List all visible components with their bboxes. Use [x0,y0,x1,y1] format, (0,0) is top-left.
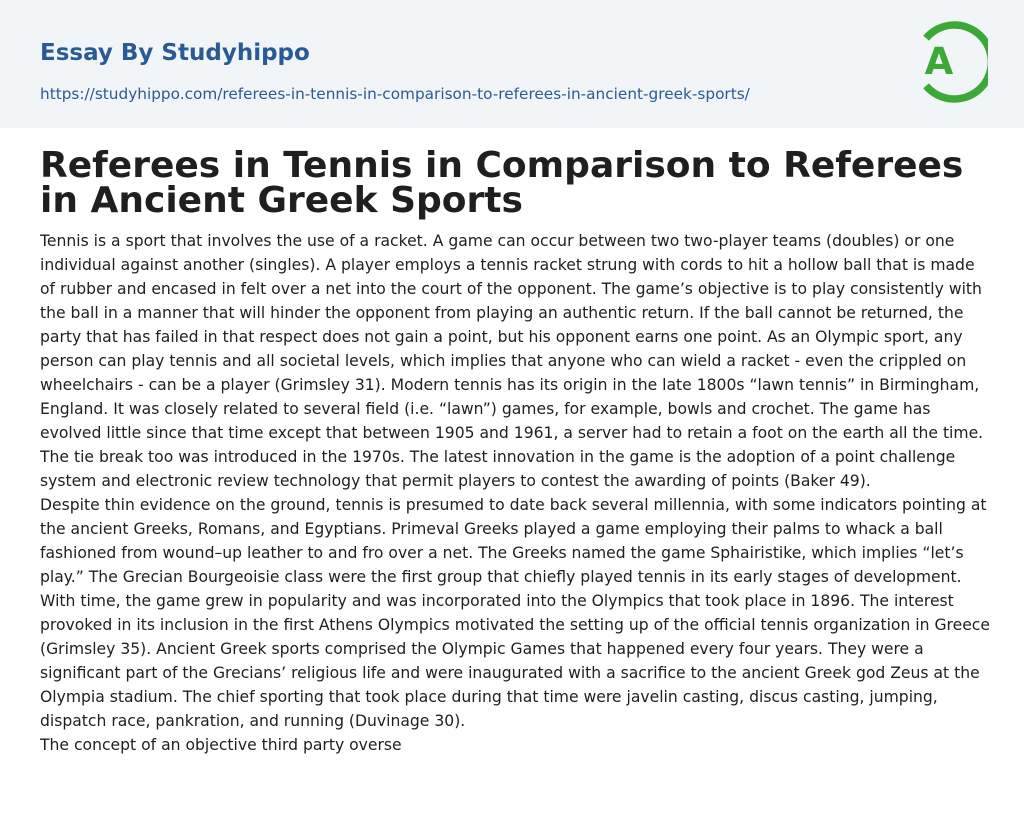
article-paragraph: Despite thin evidence on the ground, tennis is presumed to date back several millennia, with some indicators pointing at the ancient Greeks, Romans, and Egyptians. Primeval Greeks played a game employing their palms to whack a ball fashioned from wound–up leather to and fro over a net. The Greeks named the game Sphairistike, which implies “let’s play.” The Grecian Bourgeoisie class were the first group that chiefly played tennis in its early stages of development. With time, the game grew in popularity and was incorporated into the Olympics that took place in 1896. The interest provoked in its inclusion in the first Athens Olympics motivated the setting up of the official tennis organization in Greece (Grimsley 35). Ancient Greek sports comprised the Olympic Games that happened every four years. They were a significant part of the Grecians’ religious life and were inaugurated with a sacrifice to the ancient Greek god Zeus at the Olympia stadium. The chief sporting that took place during that time were javelin casting, discus casting, jumping, dispatch race, pankration, and running (Duvinage 30). [40,496,990,730]
article-paragraph: The concept of an objective third party overse [40,736,402,754]
site-brand[interactable]: Essay By Studyhippo [40,40,310,66]
article-body [40,229,990,757]
site-header [0,0,1024,128]
essay-url-link[interactable]: https://studyhippo.com/referees-in-tennis-in-comparison-to-referees-in-ancient-greek-sports/ [40,85,750,103]
article-title: Referees in Tennis in Comparison to Referees in Ancient Greek Sports [40,145,964,221]
logo-letter: A [924,40,954,83]
article-paragraph: Tennis is a sport that involves the use of a racket. A game can occur between two two-player teams (doubles) or one individual against another (singles). A player employs a tennis racket strung with cords to hit a hollow ball that is made of rubber and encased in felt over a net into the court of the opponent. The game’s objective is to play consistently with the ball in a manner that will hinder the opponent from playing an authentic return. If the ball cannot be returned, the party that has failed in that respect does not gain a point, but his opponent earns one point. As an Olympic sport, any person can play tennis and all societal levels, which implies that anyone who can wield a racket - even the crippled on wheelchairs - can be a player (Grimsley 31). Modern tennis has its origin in the late 1800s “lawn tennis” in Birmingham, England. It was closely related to several field (i.e. “lawn”) games, for example, bowls and crochet. The game has evolved little since that time except that between 1905 and 1961, a server had to retain a foot on the earth all the time. The tie break too was introduced in the 1970s. The latest innovation in the game is the adoption of a point challenge system and electronic review technology that permit players to contest the awarding of points (Baker 49). [40,232,984,490]
studyhippo-logo-icon[interactable] [910,18,988,106]
